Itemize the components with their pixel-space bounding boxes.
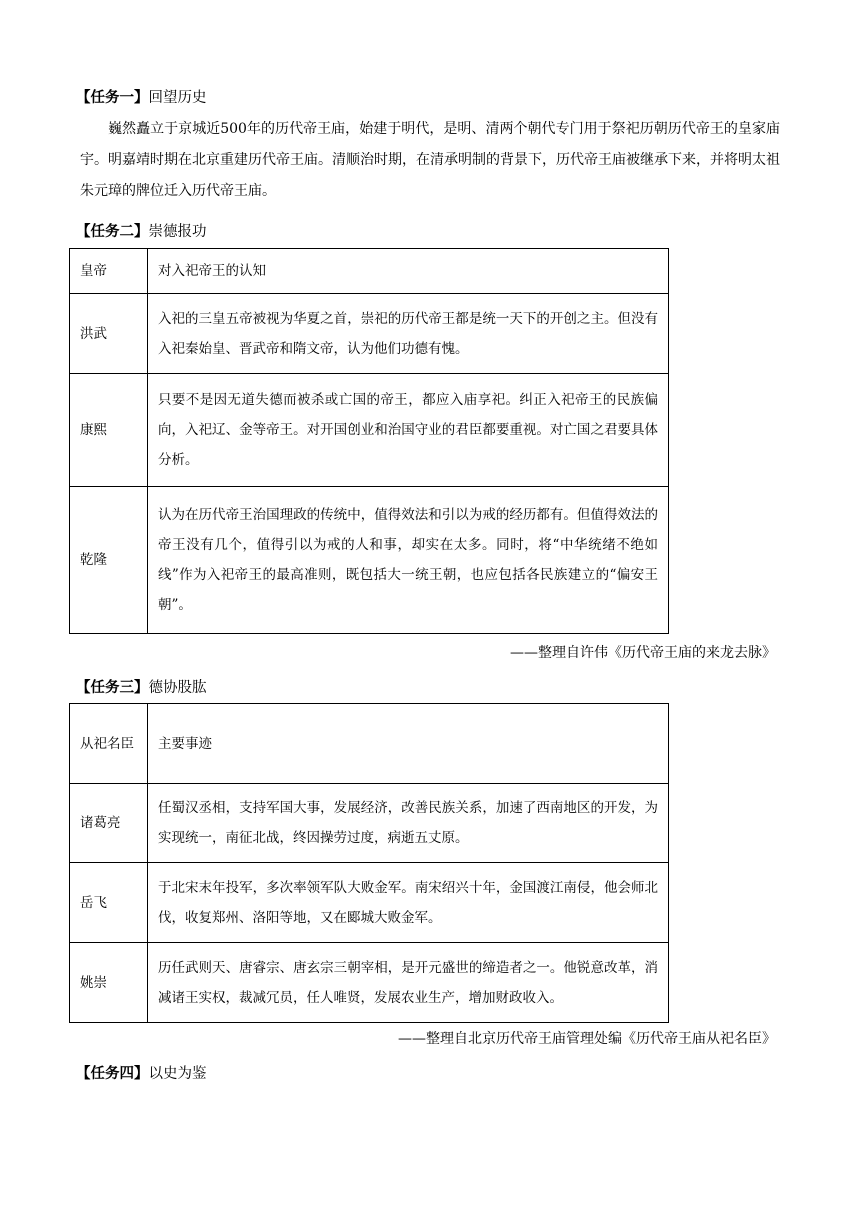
table-row	[70, 863, 669, 943]
task3-table	[69, 703, 669, 1023]
task2-table	[69, 248, 669, 634]
table-row	[70, 943, 669, 1023]
row-text: 只要不是因无道失德而被杀或亡国的帝王，都应入庙享祀。纠正入祀帝王的民族偏向，入祀辽、金等帝王。对开国创业和治国守业的君臣都要重视。对亡国之君要具体分析。	[148, 374, 669, 487]
row-text: 任蜀汉丞相，支持军国大事，发展经济，改善民族关系，加速了西南地区的开发，为实现统一，南征北战，终因操劳过度，病逝五丈原。	[148, 784, 669, 863]
header-cell-emperor: 皇帝	[70, 249, 148, 294]
row-name: 岳飞	[70, 863, 148, 943]
row-text: 入祀的三皇五帝被视为华夏之首，崇祀的历代帝王都是统一天下的开创之主。但没有入祀秦始皇、晋武帝和隋文帝，认为他们功德有愧。	[148, 294, 669, 374]
task3-title: 德协股肱	[148, 680, 207, 696]
task2-heading	[76, 220, 207, 241]
row-name: 乾隆	[70, 487, 148, 634]
task3-heading	[76, 676, 207, 697]
table-row	[70, 784, 669, 863]
task4-title: 以史为鉴	[148, 1066, 207, 1082]
row-text: 历任武则天、唐睿宗、唐玄宗三朝宰相，是开元盛世的缔造者之一。他锐意改革，消减诸王实权，裁减冗员，任人唯贤，发展农业生产，增加财政收入。	[148, 943, 669, 1023]
table-row	[70, 374, 669, 487]
task1-bracket: 【任务一】	[76, 90, 149, 106]
task1-paragraph-block	[80, 114, 780, 207]
task4-heading	[76, 1062, 207, 1083]
table-header-row	[70, 249, 669, 294]
header-cell-cognition: 对入祀帝王的认知	[148, 249, 669, 294]
table-row	[70, 487, 669, 634]
task4-bracket: 【任务四】	[76, 1066, 149, 1082]
task2-bracket: 【任务二】	[76, 224, 149, 240]
table-row	[70, 294, 669, 374]
row-name: 洪武	[70, 294, 148, 374]
row-name: 诸葛亮	[70, 784, 148, 863]
row-name: 姚崇	[70, 943, 148, 1023]
table-header-row	[70, 704, 669, 784]
row-text: 认为在历代帝王治国理政的传统中，值得效法和引以为戒的经历都有。但值得效法的帝王没有几个，值得引以为戒的人和事，却实在太多。同时，将“中华统绪不绝如线”作为入祀帝王的最高准则，既包括大一统王朝，也应包括各民族建立的“偏安王朝”。	[148, 487, 669, 634]
row-name: 康熙	[70, 374, 148, 487]
task2-source: ——整理自许伟《历代帝王庙的来龙去脉》	[510, 645, 776, 661]
task2-title: 崇德报功	[148, 224, 207, 240]
row-text: 于北宋末年投军，多次率领军队大败金军。南宋绍兴十年，金国渡江南侵，他会师北伐，收复郑州、洛阳等地，又在郾城大败金军。	[148, 863, 669, 943]
header-cell-deeds: 主要事迹	[148, 704, 669, 784]
task3-bracket: 【任务三】	[76, 680, 149, 696]
task1-heading	[76, 86, 207, 107]
task3-source: ——整理自北京历代帝王庙管理处编《历代帝王庙从祀名臣》	[398, 1031, 776, 1047]
task1-paragraph: 巍然矗立于京城近500年的历代帝王庙，始建于明代，是明、清两个朝代专门用于祭祀历朝历代帝王的皇家庙宇。明嘉靖时期在北京重建历代帝王庙。清顺治时期，在清承明制的背景下，历代帝王庙被继承下来，并将明太祖朱元璋的牌位迁入历代帝王庙。	[80, 121, 780, 199]
header-cell-minister: 从祀名臣	[70, 704, 148, 784]
task1-title: 回望历史	[148, 90, 207, 106]
